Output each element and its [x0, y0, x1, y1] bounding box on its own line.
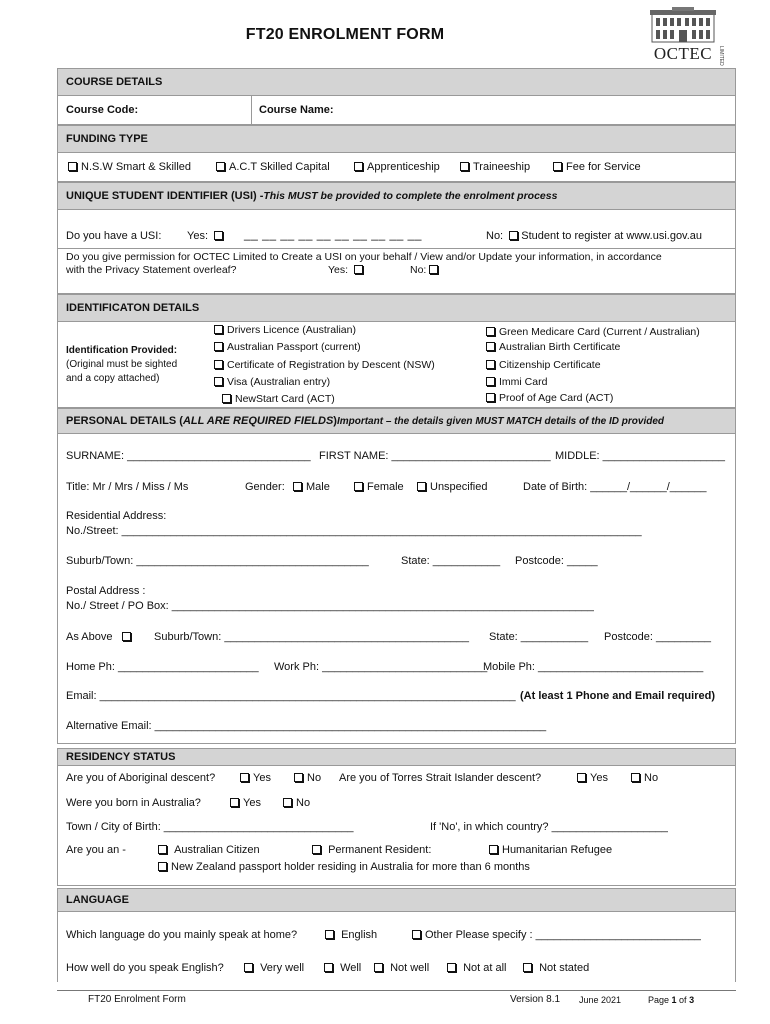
- checkbox[interactable]: [417, 482, 426, 491]
- checkbox[interactable]: [509, 231, 518, 240]
- born-australia-no[interactable]: No: [283, 797, 310, 810]
- personal-details-header: PERSONAL DETAILS ( ALL ARE REQUIRED FIELDS ) Important – the details given MUST MATCH details of the ID provided: [57, 408, 736, 434]
- aboriginal-question: Are you of Aboriginal descent?: [66, 772, 216, 784]
- id-note-2: and a copy attached): [66, 373, 160, 384]
- middle-name-field[interactable]: MIDDLE: ____________________: [555, 450, 726, 462]
- checkbox[interactable]: [240, 773, 249, 782]
- mobile-phone-field[interactable]: Mobile Ph: ___________________________: [483, 661, 704, 673]
- id-option[interactable]: Australian Passport (current): [214, 341, 361, 354]
- permission-yes[interactable]: Yes:: [328, 264, 363, 277]
- checkbox[interactable]: [312, 845, 321, 854]
- citizen-option[interactable]: Australian Citizen: [158, 844, 260, 857]
- well-option[interactable]: Well: [324, 962, 361, 975]
- checkbox[interactable]: [354, 482, 363, 491]
- home-phone-field[interactable]: Home Ph: _______________________: [66, 661, 259, 673]
- aboriginal-no[interactable]: No: [294, 772, 321, 785]
- checkbox[interactable]: [486, 377, 495, 386]
- funding-option[interactable]: Apprenticeship: [354, 161, 440, 174]
- building-icon: [648, 6, 718, 44]
- id-option[interactable]: Immi Card: [486, 376, 547, 389]
- suburb-field[interactable]: Suburb/Town: ______________________________________: [66, 555, 369, 567]
- checkbox[interactable]: [412, 930, 421, 939]
- home-language-question: Which language do you mainly speak at home?: [66, 929, 298, 941]
- form-title: FT20 ENROLMENT FORM: [245, 26, 445, 43]
- checkbox[interactable]: [122, 632, 131, 641]
- checkbox[interactable]: [447, 963, 456, 972]
- checkbox[interactable]: [294, 773, 303, 782]
- usi-yes[interactable]: Yes:: [187, 230, 223, 243]
- course-details-header: COURSE DETAILS: [57, 68, 736, 96]
- checkbox[interactable]: [222, 394, 231, 403]
- street-field[interactable]: No./Street: _____________________________________________________________________________________: [66, 525, 642, 537]
- state-field[interactable]: State: ___________: [401, 555, 501, 567]
- not-stated-option[interactable]: Not stated: [523, 962, 589, 975]
- english-option[interactable]: English: [325, 929, 377, 942]
- checkbox[interactable]: [293, 482, 302, 491]
- residency-status-section: [57, 766, 736, 886]
- footer-date: June 2021: [579, 995, 622, 1005]
- checkbox[interactable]: [489, 845, 498, 854]
- id-option[interactable]: Australian Birth Certificate: [486, 341, 620, 354]
- title-options[interactable]: Title: Mr / Mrs / Miss / Ms: [66, 481, 189, 493]
- checkbox[interactable]: [631, 773, 640, 782]
- identification-section: [57, 322, 736, 408]
- id-option[interactable]: Drivers Licence (Australian): [214, 324, 356, 337]
- usi-section: [57, 210, 736, 294]
- country-field[interactable]: If 'No', in which country? ___________________: [430, 821, 668, 833]
- are-you-label: Are you an -: [66, 844, 126, 856]
- checkbox[interactable]: [244, 963, 253, 972]
- checkbox[interactable]: [283, 798, 292, 807]
- surname-field[interactable]: SURNAME: ______________________________: [66, 450, 311, 462]
- funding-option[interactable]: Fee for Service: [553, 161, 641, 174]
- checkbox[interactable]: [158, 862, 167, 871]
- email-field[interactable]: Email: ____________________________________________________________________: [66, 690, 516, 702]
- usi-permission-text: Do you give permission for OCTEC Limited to Create a USI on your behalf / View and/or Update your information, in accordance: [66, 251, 662, 263]
- postal-state-field[interactable]: State: ___________: [489, 631, 589, 643]
- as-above-option[interactable]: As Above: [66, 631, 131, 644]
- footer-page: Page 1 of 3: [648, 995, 695, 1005]
- funding-type-header: FUNDING TYPE: [57, 125, 736, 153]
- logo-side-text: LIMITED: [718, 46, 724, 66]
- checkbox[interactable]: [324, 963, 333, 972]
- checkbox[interactable]: [486, 360, 495, 369]
- id-option[interactable]: Citizenship Certificate: [486, 359, 601, 372]
- date-of-birth-field[interactable]: Date of Birth: ______/______/______: [523, 481, 707, 493]
- gender-female[interactable]: Female: [354, 481, 404, 494]
- nz-option[interactable]: New Zealand passport holder residing in Australia for more than 6 months: [158, 861, 530, 874]
- other-language-option[interactable]: Other Please specify : ___________________________: [412, 929, 701, 942]
- course-code-label: Course Code:: [66, 104, 139, 116]
- footer-divider: [57, 990, 736, 991]
- language-header: LANGUAGE: [57, 888, 736, 912]
- usi-header: UNIQUE STUDENT IDENTIFIER (USI) - This MUST be provided to complete the enrolment process: [57, 182, 736, 210]
- checkbox[interactable]: [158, 845, 167, 854]
- permanent-resident-option[interactable]: Permanent Resident:: [312, 844, 431, 857]
- id-option[interactable]: Visa (Australian entry): [214, 376, 330, 389]
- alternative-email-field[interactable]: Alternative Email: ________________________________________________________________: [66, 720, 547, 732]
- town-of-birth-field[interactable]: Town / City of Birth: _______________________________: [66, 821, 354, 833]
- postcode-field[interactable]: Postcode: _____: [515, 555, 598, 567]
- usi-permission-text-2: with the Privacy Statement overleaf?: [66, 264, 237, 276]
- po-box-field[interactable]: No./ Street / PO Box: _____________________________________________________________________: [66, 600, 594, 612]
- funding-option[interactable]: Traineeship: [460, 161, 530, 174]
- checkbox[interactable]: [230, 798, 239, 807]
- checkbox[interactable]: [523, 963, 532, 972]
- gender-male[interactable]: Male: [293, 481, 330, 494]
- permission-no[interactable]: No:: [410, 264, 438, 277]
- checkbox[interactable]: [214, 377, 223, 386]
- residency-status-header: RESIDENCY STATUS: [57, 748, 736, 766]
- torres-question: Are you of Torres Strait Islander descent?: [339, 772, 542, 784]
- refugee-option[interactable]: Humanitarian Refugee: [489, 844, 612, 857]
- id-note-1: (Original must be sighted: [66, 359, 178, 370]
- checkbox[interactable]: [354, 265, 363, 274]
- id-option[interactable]: Proof of Age Card (ACT): [486, 392, 613, 405]
- checkbox[interactable]: [216, 162, 225, 171]
- checkbox[interactable]: [553, 162, 562, 171]
- postal-address-label: Postal Address :: [66, 585, 146, 597]
- gender-label: Gender:: [245, 481, 285, 493]
- residential-address-label: Residential Address:: [66, 510, 167, 522]
- funding-type-section: [57, 153, 736, 182]
- usi-question: Do you have a USI:: [66, 230, 162, 242]
- checkbox[interactable]: [68, 162, 77, 171]
- english-proficiency-question: How well do you speak English?: [66, 962, 224, 974]
- personal-details-section: [57, 434, 736, 744]
- logo-text: OCTEC: [653, 44, 713, 63]
- checkbox[interactable]: [486, 393, 495, 402]
- checkbox[interactable]: [214, 231, 223, 240]
- checkbox[interactable]: [429, 265, 438, 274]
- postal-postcode-field[interactable]: Postcode: _________: [604, 631, 712, 643]
- checkbox[interactable]: [214, 360, 223, 369]
- checkbox[interactable]: [325, 930, 334, 939]
- identification-header: IDENTIFICATON DETAILS: [57, 294, 736, 322]
- work-phone-field[interactable]: Work Ph: ___________________________: [274, 661, 488, 673]
- checkbox[interactable]: [374, 963, 383, 972]
- not-at-all-option[interactable]: Not at all: [447, 962, 506, 975]
- funding-option[interactable]: A.C.T Skilled Capital: [216, 161, 330, 174]
- gender-unspecified[interactable]: Unspecified: [417, 481, 487, 494]
- not-well-option[interactable]: Not well: [374, 962, 429, 975]
- usi-number-field[interactable]: __ __ __ __ __ __ __ __ __ __: [244, 227, 422, 241]
- aboriginal-yes[interactable]: Yes: [240, 772, 271, 785]
- postal-suburb-field[interactable]: Suburb/Town: ________________________________________: [154, 631, 470, 643]
- born-australia-yes[interactable]: Yes: [230, 797, 261, 810]
- torres-yes[interactable]: Yes: [577, 772, 608, 785]
- course-name-label: Course Name:: [259, 104, 334, 116]
- checkbox[interactable]: [214, 342, 223, 351]
- checkbox[interactable]: [486, 327, 495, 336]
- course-details-section: [57, 96, 736, 125]
- email-note: (At least 1 Phone and Email required): [520, 690, 715, 702]
- checkbox[interactable]: [214, 325, 223, 334]
- octec-logo: [648, 6, 724, 66]
- id-option[interactable]: Certificate of Registration by Descent (NSW): [214, 359, 435, 372]
- id-option[interactable]: Green Medicare Card (Current / Australian): [486, 326, 700, 339]
- checkbox[interactable]: [486, 342, 495, 351]
- footer-form-name: FT20 Enrolment Form: [88, 994, 186, 1005]
- id-option[interactable]: NewStart Card (ACT): [222, 393, 335, 406]
- usi-no[interactable]: No: Student to register at www.usi.gov.au: [486, 230, 703, 242]
- checkbox[interactable]: [354, 162, 363, 171]
- first-name-field[interactable]: FIRST NAME: __________________________: [319, 450, 551, 462]
- language-section: [57, 912, 736, 982]
- checkbox[interactable]: [577, 773, 586, 782]
- id-provided-label: Identification Provided:: [66, 345, 178, 356]
- very-well-option[interactable]: Very well: [244, 962, 304, 975]
- torres-no[interactable]: No: [631, 772, 658, 785]
- checkbox[interactable]: [460, 162, 469, 171]
- born-australia-question: Were you born in Australia?: [66, 797, 201, 809]
- footer-version: Version 8.1: [510, 994, 561, 1005]
- funding-option[interactable]: N.S.W Smart & Skilled: [68, 161, 191, 174]
